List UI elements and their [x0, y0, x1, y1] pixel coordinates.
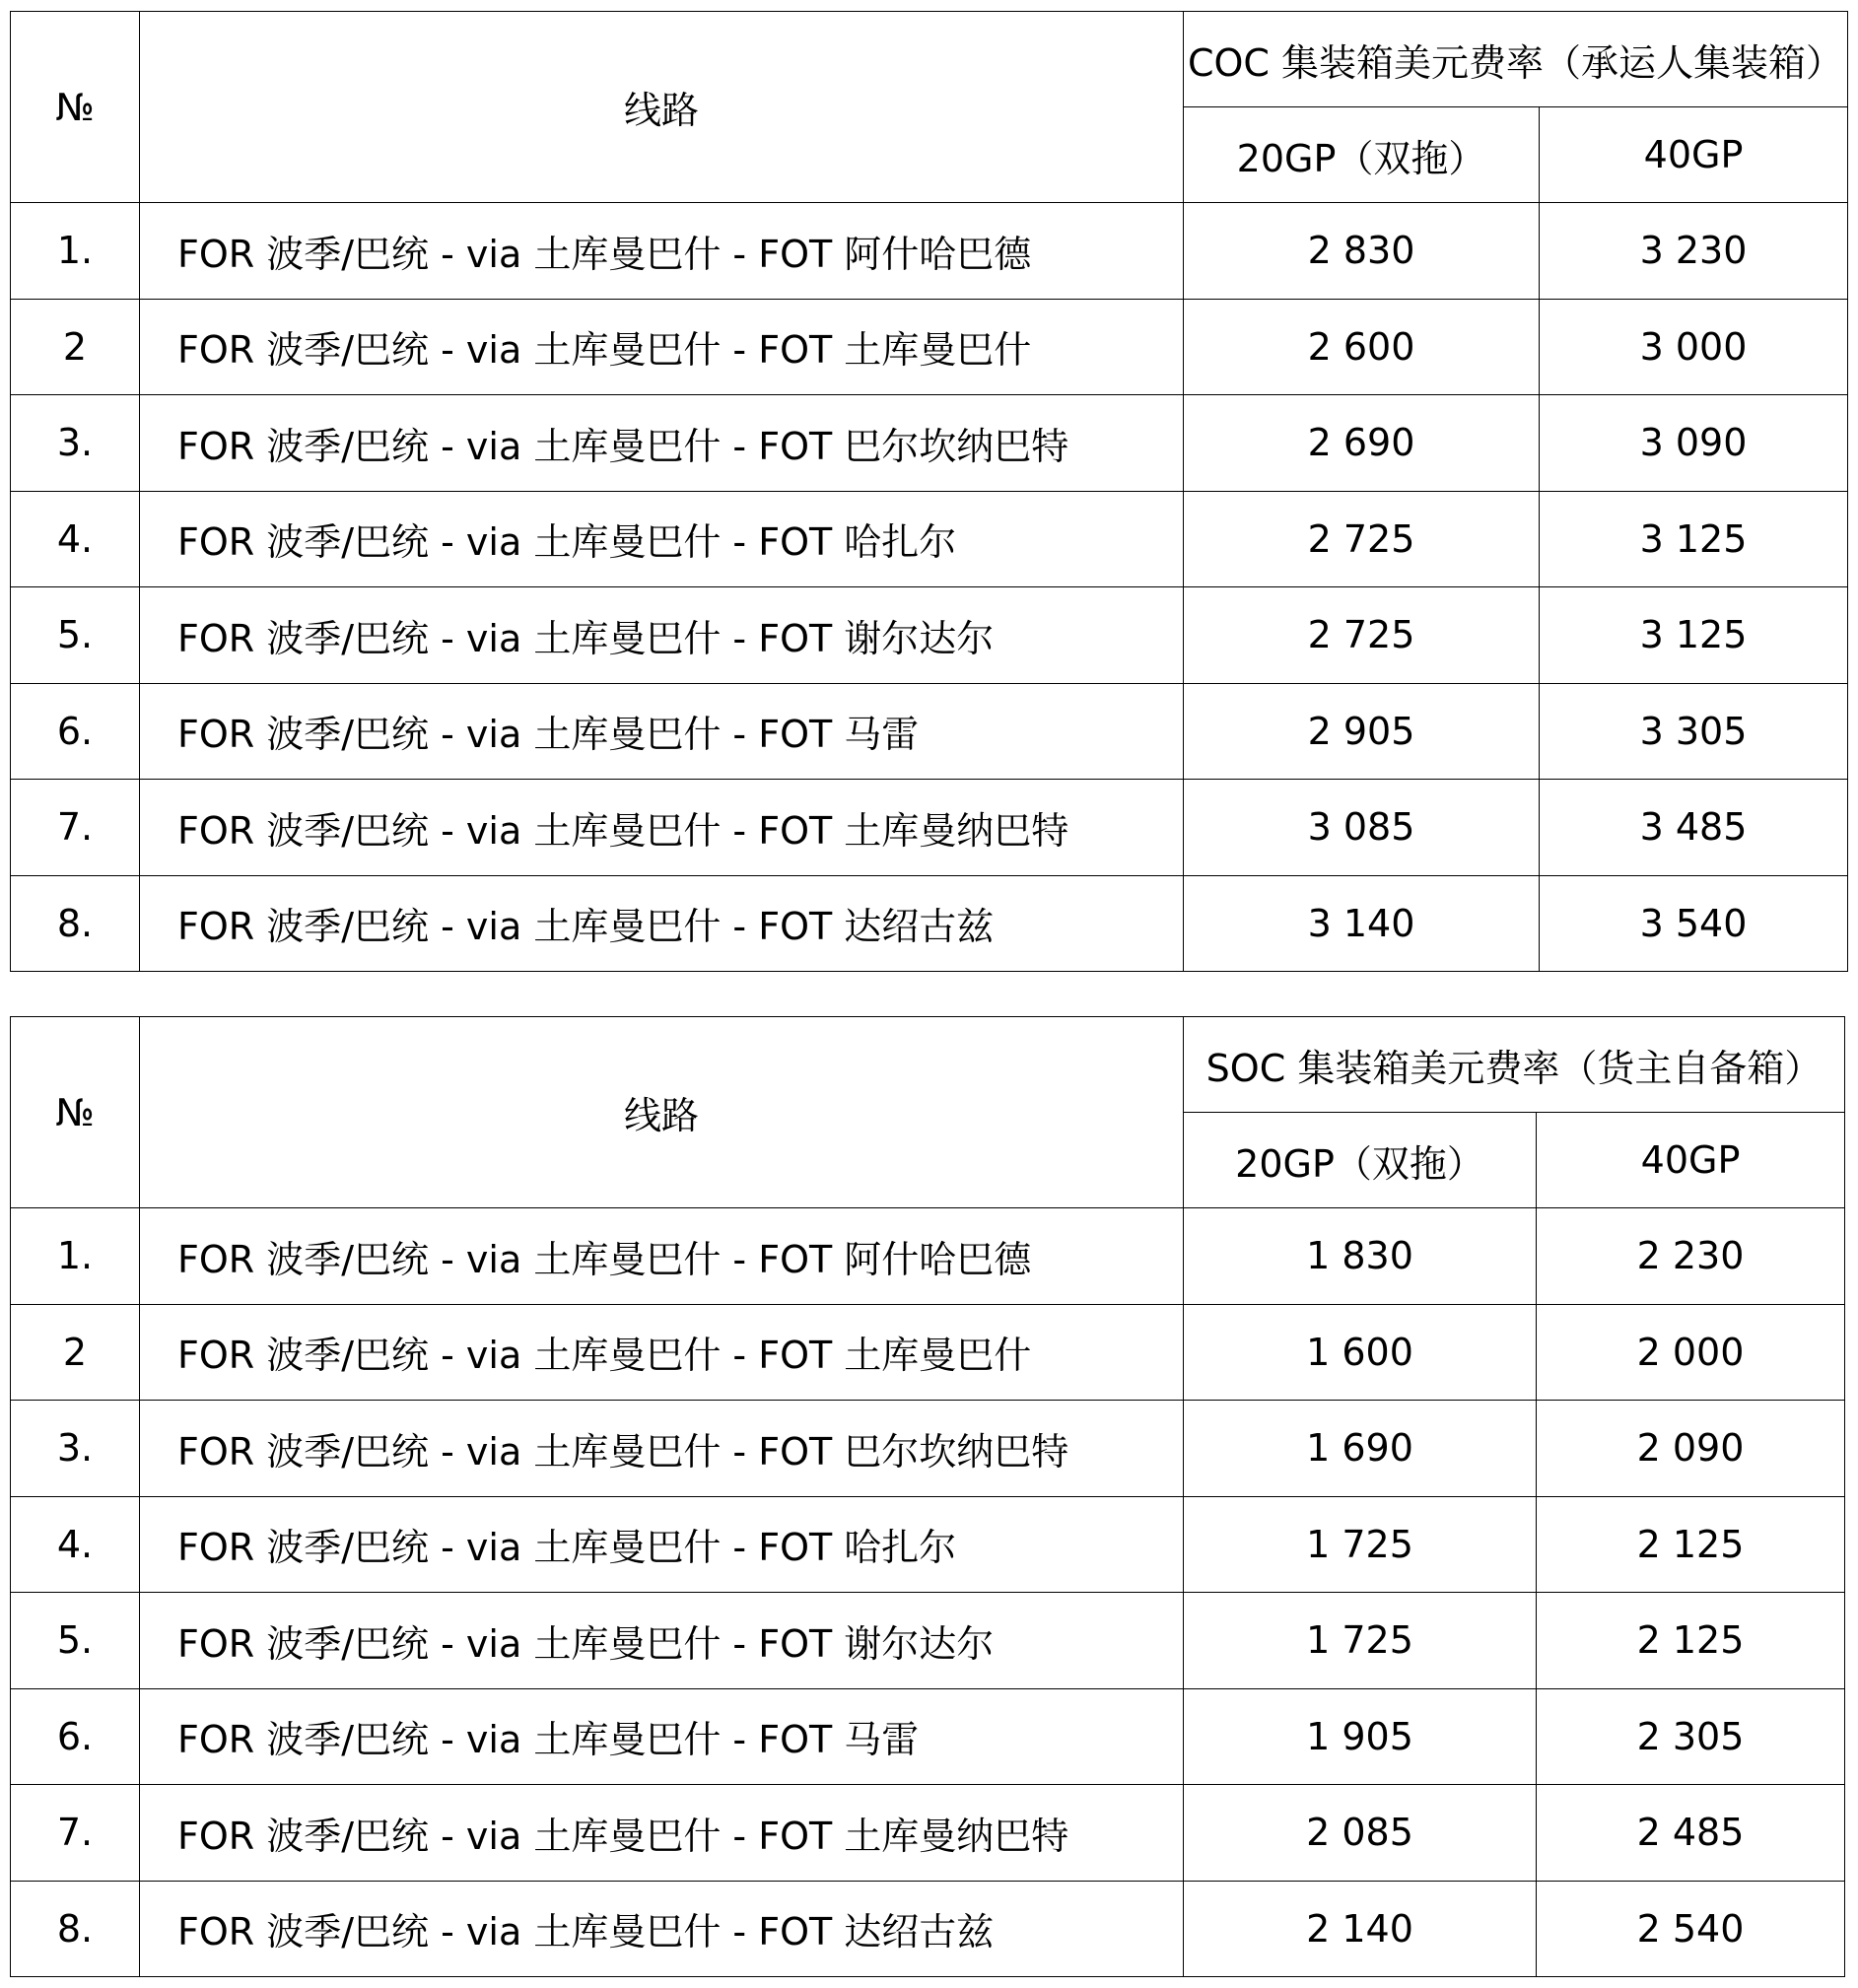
route-cell: FOR 波季/巴统 - via 土库曼巴什 - FOT 巴尔坎纳巴特 [140, 1401, 1184, 1497]
row-number: 8. [11, 1881, 140, 1977]
rate-40gp-cell: 2 125 [1537, 1593, 1845, 1689]
coc-table-body [11, 203, 1848, 972]
route-cell: FOR 波季/巴统 - via 土库曼巴什 - FOT 马雷 [140, 1688, 1184, 1785]
rate-20gp-cell: 1 690 [1184, 1401, 1537, 1497]
table-row [11, 299, 1848, 395]
row-number: 3. [11, 395, 140, 492]
table-row [11, 395, 1848, 492]
header-no: № [11, 1017, 140, 1208]
table-row [11, 683, 1848, 780]
table-row [11, 780, 1848, 876]
rate-40gp-cell: 3 485 [1540, 780, 1848, 876]
rate-40gp-cell: 2 230 [1537, 1208, 1845, 1305]
rate-40gp-cell: 2 090 [1537, 1401, 1845, 1497]
soc-rate-table [10, 1016, 1845, 1977]
rate-20gp-cell: 2 725 [1184, 491, 1540, 587]
rate-40gp-cell: 3 125 [1540, 491, 1848, 587]
rate-20gp-cell: 2 140 [1184, 1881, 1537, 1977]
route-cell: FOR 波季/巴统 - via 土库曼巴什 - FOT 谢尔达尔 [140, 587, 1184, 684]
rate-40gp-cell: 3 090 [1540, 395, 1848, 492]
row-number: 5. [11, 1593, 140, 1689]
route-cell: FOR 波季/巴统 - via 土库曼巴什 - FOT 土库曼巴什 [140, 1304, 1184, 1401]
rate-40gp-cell: 3 000 [1540, 299, 1848, 395]
row-number: 4. [11, 491, 140, 587]
table-row [11, 1496, 1845, 1593]
rate-40gp-cell: 2 125 [1537, 1496, 1845, 1593]
row-number: 8. [11, 875, 140, 972]
route-cell: FOR 波季/巴统 - via 土库曼巴什 - FOT 谢尔达尔 [140, 1593, 1184, 1689]
rate-20gp-cell: 1 725 [1184, 1496, 1537, 1593]
table-row [11, 203, 1848, 300]
route-cell: FOR 波季/巴统 - via 土库曼巴什 - FOT 哈扎尔 [140, 491, 1184, 587]
row-number: 7. [11, 780, 140, 876]
header-group-coc: COC 集装箱美元费率（承运人集装箱） [1184, 12, 1848, 107]
rate-40gp-cell: 2 305 [1537, 1688, 1845, 1785]
rate-20gp-cell: 2 085 [1184, 1785, 1537, 1882]
rate-20gp-cell: 3 140 [1184, 875, 1540, 972]
row-number: 6. [11, 683, 140, 780]
header-40gp: 40GP [1540, 107, 1848, 203]
table-row [11, 1688, 1845, 1785]
route-cell: FOR 波季/巴统 - via 土库曼巴什 - FOT 阿什哈巴德 [140, 1208, 1184, 1305]
rate-20gp-cell: 1 905 [1184, 1688, 1537, 1785]
header-route: 线路 [140, 12, 1184, 203]
rate-40gp-cell: 2 000 [1537, 1304, 1845, 1401]
table-row [11, 1593, 1845, 1689]
rate-20gp-cell: 1 830 [1184, 1208, 1537, 1305]
row-number: 1. [11, 1208, 140, 1305]
rate-20gp-cell: 1 725 [1184, 1593, 1537, 1689]
header-route: 线路 [140, 1017, 1184, 1208]
header-group-soc: SOC 集装箱美元费率（货主自备箱） [1184, 1017, 1845, 1113]
table-row [11, 875, 1848, 972]
row-number: 4. [11, 1496, 140, 1593]
header-row [11, 1017, 1845, 1113]
rate-40gp-cell: 2 540 [1537, 1881, 1845, 1977]
table-row [11, 1401, 1845, 1497]
table-row [11, 491, 1848, 587]
table-row [11, 1208, 1845, 1305]
header-row [11, 12, 1848, 107]
rate-40gp-cell: 2 485 [1537, 1785, 1845, 1882]
row-number: 7. [11, 1785, 140, 1882]
table-row [11, 1304, 1845, 1401]
row-number: 6. [11, 1688, 140, 1785]
rate-20gp-cell: 2 830 [1184, 203, 1540, 300]
header-20gp: 20GP（双拖） [1184, 1113, 1537, 1208]
route-cell: FOR 波季/巴统 - via 土库曼巴什 - FOT 达绍古兹 [140, 875, 1184, 972]
row-number: 2 [11, 1304, 140, 1401]
rate-20gp-cell: 2 690 [1184, 395, 1540, 492]
header-no: № [11, 12, 140, 203]
rate-40gp-cell: 3 230 [1540, 203, 1848, 300]
route-cell: FOR 波季/巴统 - via 土库曼巴什 - FOT 土库曼纳巴特 [140, 780, 1184, 876]
row-number: 2 [11, 299, 140, 395]
soc-table-body [11, 1208, 1845, 1977]
row-number: 1. [11, 203, 140, 300]
route-cell: FOR 波季/巴统 - via 土库曼巴什 - FOT 马雷 [140, 683, 1184, 780]
rate-20gp-cell: 2 725 [1184, 587, 1540, 684]
route-cell: FOR 波季/巴统 - via 土库曼巴什 - FOT 巴尔坎纳巴特 [140, 395, 1184, 492]
route-cell: FOR 波季/巴统 - via 土库曼巴什 - FOT 阿什哈巴德 [140, 203, 1184, 300]
rate-20gp-cell: 3 085 [1184, 780, 1540, 876]
row-number: 5. [11, 587, 140, 684]
row-number: 3. [11, 1401, 140, 1497]
table-row [11, 1785, 1845, 1882]
table-row [11, 587, 1848, 684]
rate-20gp-cell: 1 600 [1184, 1304, 1537, 1401]
route-cell: FOR 波季/巴统 - via 土库曼巴什 - FOT 达绍古兹 [140, 1881, 1184, 1977]
rate-20gp-cell: 2 905 [1184, 683, 1540, 780]
rate-20gp-cell: 2 600 [1184, 299, 1540, 395]
header-40gp: 40GP [1537, 1113, 1845, 1208]
header-20gp: 20GP（双拖） [1184, 107, 1540, 203]
route-cell: FOR 波季/巴统 - via 土库曼巴什 - FOT 土库曼巴什 [140, 299, 1184, 395]
route-cell: FOR 波季/巴统 - via 土库曼巴什 - FOT 土库曼纳巴特 [140, 1785, 1184, 1882]
coc-rate-table [10, 11, 1848, 972]
rate-40gp-cell: 3 540 [1540, 875, 1848, 972]
rate-40gp-cell: 3 305 [1540, 683, 1848, 780]
rate-40gp-cell: 3 125 [1540, 587, 1848, 684]
route-cell: FOR 波季/巴统 - via 土库曼巴什 - FOT 哈扎尔 [140, 1496, 1184, 1593]
table-row [11, 1881, 1845, 1977]
